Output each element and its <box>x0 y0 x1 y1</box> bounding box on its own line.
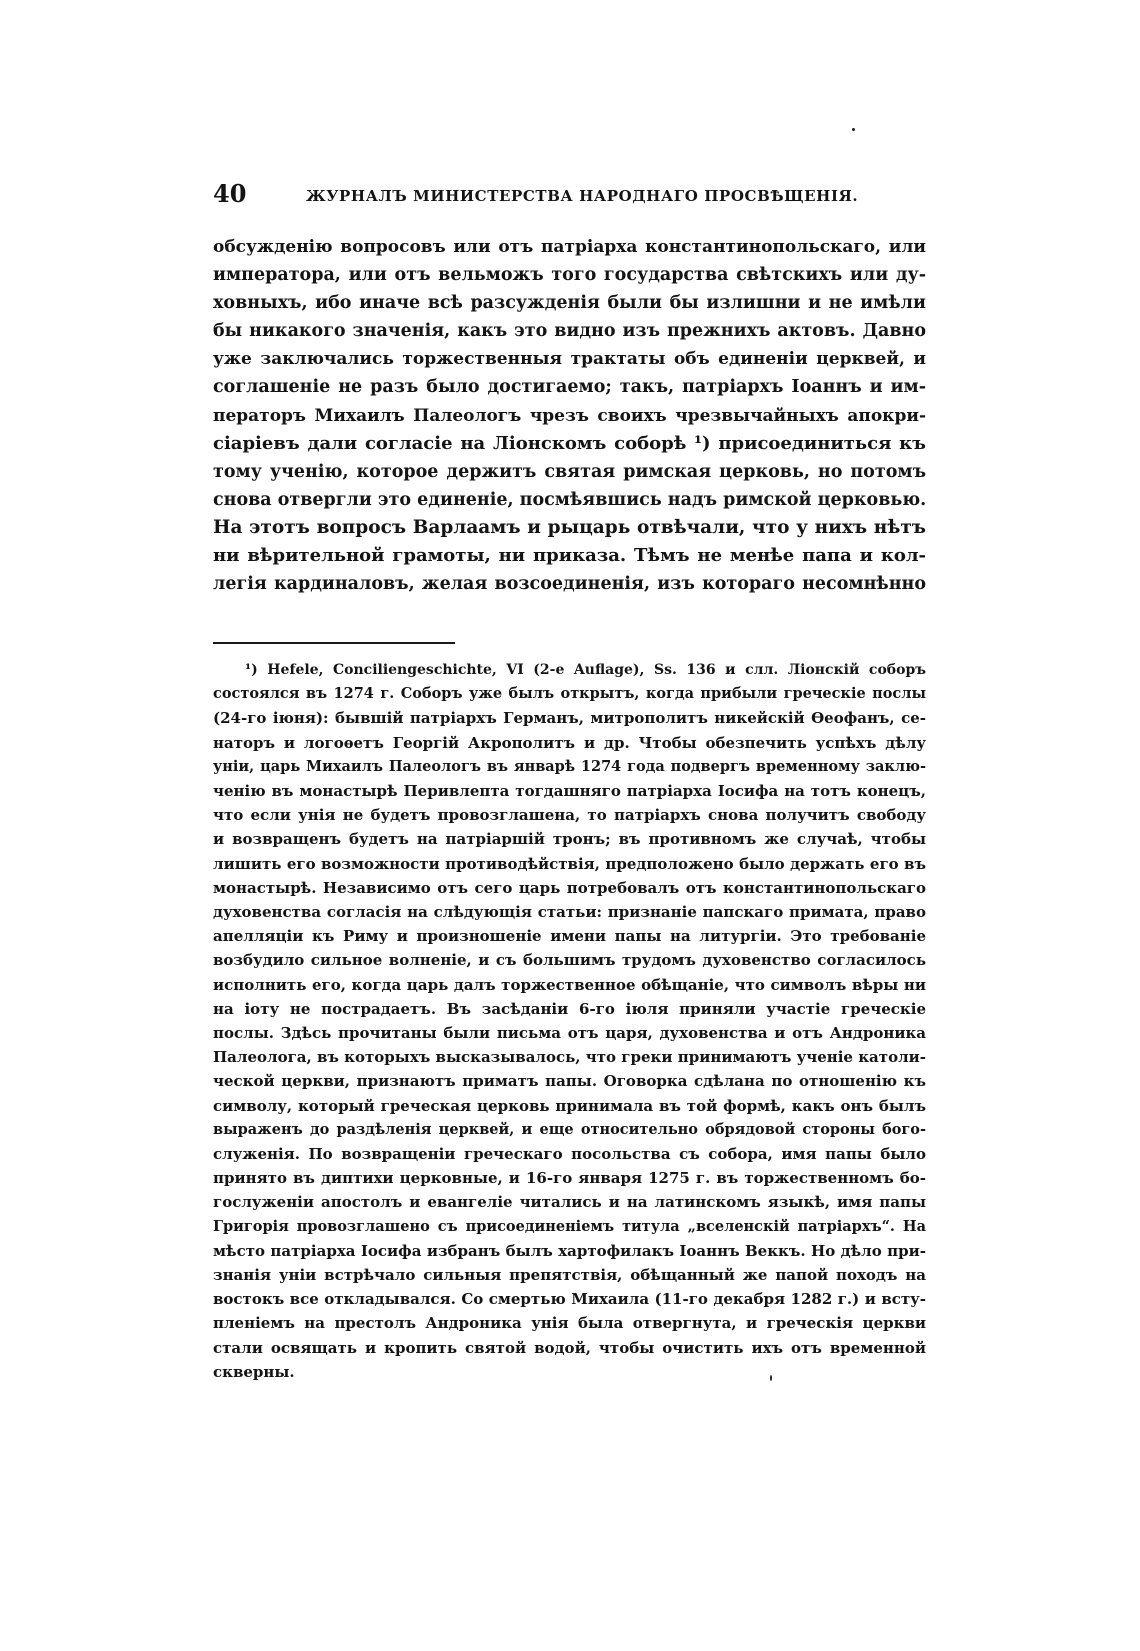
body-line: снова отвергли это единеніе, посмѣявшись надъ римской церковью. <box>213 489 927 510</box>
footnote-line: символу, который греческая церковь принимала въ той формѣ, какъ онъ былъ <box>213 1096 926 1115</box>
body-line: На этотъ вопросъ Варлаамъ и рыцарь отвѣчали, что у нихъ нѣтъ <box>213 516 926 538</box>
footnote-line: скверны. <box>213 1362 295 1381</box>
body-line: ховныхъ, ибо иначе всѣ разсужденія были бы излишни и не имѣли <box>213 293 926 314</box>
footnote-line: возбудило сильное волненіе, и съ большимъ трудомъ духовенство согласилось <box>213 951 926 970</box>
footnote-line: и возвращенъ будетъ на патріаршій тронъ; въ противномъ же случаѣ, чтобы <box>213 830 926 849</box>
body-line: обсужденію вопросовъ или отъ патріарха константинопольскаго, или <box>213 237 926 257</box>
footnote-line: мѣсто патріарха Іосифа избранъ былъ хартофилакъ Іоаннъ Веккъ. Но дѣло при- <box>213 1241 926 1260</box>
footnote-line: исполнить его, когда царь далъ торжественное обѣщаніе, что символъ вѣры ни <box>213 975 926 994</box>
body-line: легія кардиналовъ, желая возсоединенія, изъ котораго несомнѣнно <box>213 574 926 595</box>
footnote-line: Палеолога, въ которыхъ высказывалось, что греки принимаютъ ученіе католи- <box>213 1048 926 1067</box>
body-line: ператоръ Михаилъ Палеологъ чрезъ своихъ чрезвычайныхъ апокри- <box>213 405 926 426</box>
footnote-line: (24-го іюня): бывшій патріархъ Германъ, митрополитъ никейскій Ѳеофанъ, се- <box>213 709 926 728</box>
footnote-line: Григорія провозглашено съ присоединеніемъ титула „вселенскій патріархъ“. На <box>213 1217 926 1235</box>
footnote-line: служенія. По возвращеніи греческаго посольства съ собора, имя папы было <box>213 1145 926 1164</box>
body-line: уже заключались торжественныя трактаты объ единеніи церквей, и <box>213 349 926 370</box>
footnote-line: наторъ и логоѳетъ Георгій Акрополитъ и др. Чтобы обезпечить успѣхъ дѣлу <box>213 733 926 752</box>
footnote-line: послы. Здѣсь прочитаны были письма отъ царя, духовенства и отъ Андроника <box>213 1024 926 1043</box>
body-line: императора, или отъ вельможъ того государства свѣтскихъ или ду- <box>213 265 926 286</box>
footnote-line: востокъ все откладывался. Со смертью Михаила (11-го декабря 1282 г.) и всту- <box>213 1290 926 1309</box>
footnote-line: ¹) Hefele, Conciliengeschichte, VI (2-е Auflage), Ss. 136 и слл. Ліонскій соборъ <box>245 662 926 678</box>
footnote-line: состоялся въ 1274 г. Соборъ уже былъ открытъ, когда прибыли греческіе послы <box>213 685 926 703</box>
footnote-line: лишить его возможности противодѣйствія, предположено было держать его въ <box>213 854 926 873</box>
page-number: 40 <box>213 179 247 208</box>
body-line: бы никакого значенія, какъ это видно изъ прежнихъ актовъ. Давно <box>213 321 926 342</box>
footnote-line: принято въ диптихи церковные, и 16-го января 1275 г. въ торжественномъ бо- <box>213 1169 926 1188</box>
body-line: ни вѣрительной грамоты, ни приказа. Тѣмъ не менѣе папа и кол- <box>213 545 926 567</box>
footnote-line: духовенства согласія на слѣдующія статьи: признаніе папскаго примата, право <box>213 903 926 922</box>
footnote-line: знанія уніи встрѣчало сильныя препятствія, обѣщанный же папой походъ на <box>213 1266 926 1285</box>
body-line: сіаріевъ дали согласіе на Ліонскомъ соборѣ ¹) присоединиться къ <box>213 432 926 454</box>
footnote-line: выраженъ до раздѣленія церквей, и еще относительно обрядовой стороны бого- <box>213 1120 926 1138</box>
footnote-line: стали освящать и кропить святой водой, чтобы очистить ихъ отъ временной <box>213 1338 926 1357</box>
footnote-divider <box>213 642 455 644</box>
running-head: ЖУРНАЛЪ МИНИСТЕРСТВА НАРОДНАГО ПРОСВѢЩЕНІЯ. <box>306 187 859 205</box>
footnote-line: уніи, царь Михаилъ Палеологъ въ январѣ 1274 года подвергъ временному заклю- <box>213 757 926 775</box>
main-text <box>213 233 926 598</box>
scan-speck <box>770 1375 772 1381</box>
body-line: соглашеніе не разъ было достигаемо; такъ, патріархъ Іоаннъ и им- <box>213 377 926 398</box>
footnote-line: ческой церкви, признаютъ приматъ папы. Оговорка сдѣлана по отношенію къ <box>213 1072 926 1091</box>
body-line: тому ученію, которое держитъ святая римская церковь, но потомъ <box>213 461 926 482</box>
footnote <box>213 658 926 1384</box>
footnote-line: монастырѣ. Независимо отъ сего царь потребовалъ отъ константинопольскаго <box>213 878 926 897</box>
footnote-line: ченію въ монастырѣ Перивлепта тогдашняго патріарха Іосифа на тотъ конецъ, <box>213 782 926 801</box>
footnote-line: что если унія не будетъ провозглашена, то патріархъ снова получитъ свободу <box>213 806 926 825</box>
scan-speck <box>852 128 855 131</box>
footnote-line: пленіемъ на престолъ Андроника унія была отвергнута, и греческія церкви <box>213 1314 926 1333</box>
footnote-line: гослуженіи апостолъ и евангеліе читались и на латинскомъ языкѣ, имя папы <box>213 1193 926 1212</box>
page-header <box>213 177 926 211</box>
footnote-line: на іоту не пострадаетъ. Въ засѣданіи 6-го іюля приняли участіе греческіе <box>213 999 926 1018</box>
footnote-line: апелляціи къ Риму и произношеніе имени папы на литургіи. Это требованіе <box>213 927 926 946</box>
